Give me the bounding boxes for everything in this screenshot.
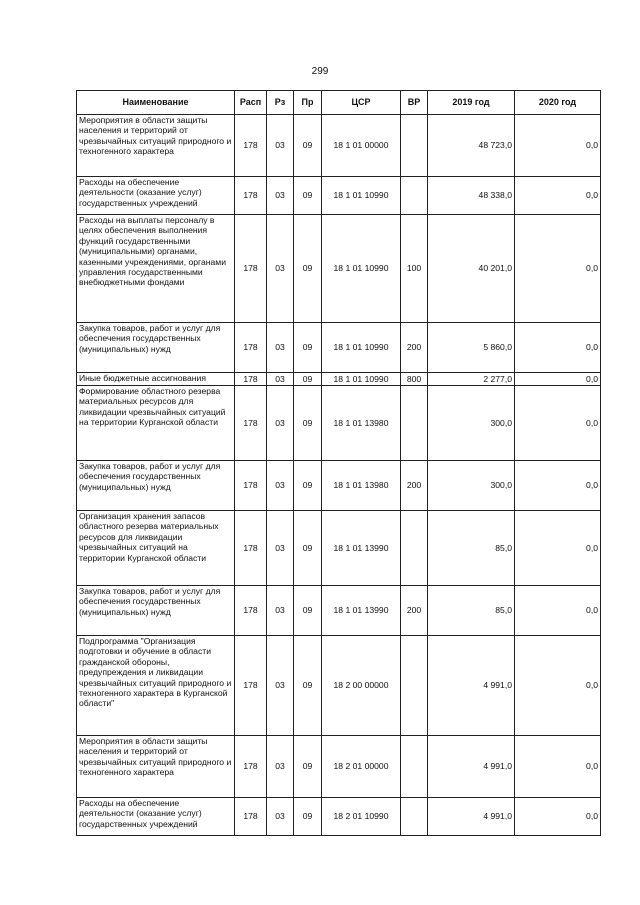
table-row	[77, 586, 601, 636]
row-2019: 48 723,0	[428, 115, 515, 177]
column-header-rz: Рз	[267, 91, 294, 115]
row-2020: 0,0	[515, 215, 601, 323]
row-csr: 18 2 00 00000	[322, 636, 401, 736]
row-pr: 09	[294, 586, 322, 636]
row-2020: 0,0	[515, 798, 601, 836]
table-row	[77, 461, 601, 511]
row-rz: 03	[267, 373, 294, 386]
row-vr	[401, 177, 428, 215]
row-rz: 03	[267, 386, 294, 461]
row-csr: 18 1 01 13990	[322, 586, 401, 636]
row-rz: 03	[267, 177, 294, 215]
row-2020: 0,0	[515, 636, 601, 736]
row-2020: 0,0	[515, 586, 601, 636]
row-name: Иные бюджетные ассигнования	[77, 373, 235, 386]
row-csr: 18 1 01 13980	[322, 461, 401, 511]
table-row	[77, 323, 601, 373]
row-vr: 200	[401, 586, 428, 636]
column-header-csr: ЦСР	[322, 91, 401, 115]
row-pr: 09	[294, 177, 322, 215]
row-2020: 0,0	[515, 736, 601, 798]
row-vr: 200	[401, 323, 428, 373]
page-number: 299	[311, 66, 329, 77]
row-pr: 09	[294, 736, 322, 798]
row-2019: 4 991,0	[428, 636, 515, 736]
row-vr	[401, 511, 428, 586]
row-csr: 18 1 01 10990	[322, 323, 401, 373]
row-rasp: 178	[235, 461, 267, 511]
table-row	[77, 215, 601, 323]
row-rasp: 178	[235, 736, 267, 798]
column-header-vr: ВР	[401, 91, 428, 115]
row-name: Формирование областного резерва материальных ресурсов для ликвидации чрезвычайных ситуаций на территории Курганской области	[77, 386, 235, 461]
table-row	[77, 115, 601, 177]
row-vr	[401, 636, 428, 736]
row-name: Расходы на обеспечение деятельности (оказание услуг) государственных учреждений	[77, 177, 235, 215]
row-rz: 03	[267, 511, 294, 586]
row-2019: 5 860,0	[428, 323, 515, 373]
row-rasp: 178	[235, 386, 267, 461]
row-rasp: 178	[235, 115, 267, 177]
row-pr: 09	[294, 511, 322, 586]
row-rasp: 178	[235, 373, 267, 386]
row-rz: 03	[267, 586, 294, 636]
column-header-pr: Пр	[294, 91, 322, 115]
row-rz: 03	[267, 798, 294, 836]
table-row	[77, 177, 601, 215]
budget-table	[76, 90, 601, 836]
table-row	[77, 736, 601, 798]
column-header-rasp: Расп	[235, 91, 267, 115]
row-csr: 18 1 01 10990	[322, 177, 401, 215]
row-2019: 85,0	[428, 586, 515, 636]
row-vr	[401, 386, 428, 461]
row-csr: 18 1 01 10990	[322, 215, 401, 323]
row-vr	[401, 798, 428, 836]
row-2020: 0,0	[515, 323, 601, 373]
table-row	[77, 373, 601, 386]
row-pr: 09	[294, 323, 322, 373]
row-name: Закупка товаров, работ и услуг для обеспечения государственных (муниципальных) нужд	[77, 323, 235, 373]
row-name: Расходы на выплаты персоналу в целях обеспечения выполнения функций государственными (муниципальными) органами, казенными учреждениями, органами управления государственными внебюджетными фондами	[77, 215, 235, 323]
row-2020: 0,0	[515, 373, 601, 386]
row-pr: 09	[294, 215, 322, 323]
row-rasp: 178	[235, 215, 267, 323]
row-rz: 03	[267, 215, 294, 323]
row-rasp: 178	[235, 798, 267, 836]
row-csr: 18 2 01 00000	[322, 736, 401, 798]
column-header-2020: 2020 год	[515, 91, 601, 115]
row-rasp: 178	[235, 586, 267, 636]
row-csr: 18 1 01 13980	[322, 386, 401, 461]
row-name: Закупка товаров, работ и услуг для обеспечения государственных (муниципальных) нужд	[77, 461, 235, 511]
row-2020: 0,0	[515, 461, 601, 511]
row-2019: 4 991,0	[428, 736, 515, 798]
row-pr: 09	[294, 798, 322, 836]
row-name: Мероприятия в области защиты населения и территорий от чрезвычайных ситуаций природного и техногенного характера	[77, 736, 235, 798]
row-name: Мероприятия в области защиты населения и территорий от чрезвычайных ситуаций природного и техногенного характера	[77, 115, 235, 177]
row-rasp: 178	[235, 511, 267, 586]
row-rz: 03	[267, 461, 294, 511]
row-rz: 03	[267, 323, 294, 373]
column-header-name: Наименование	[77, 91, 235, 115]
row-name: Организация хранения запасов областного резерва материальных ресурсов для ликвидации чрезвычайных ситуаций на территории Курганской области	[77, 511, 235, 586]
row-2020: 0,0	[515, 386, 601, 461]
row-pr: 09	[294, 115, 322, 177]
row-vr: 100	[401, 215, 428, 323]
row-vr: 200	[401, 461, 428, 511]
table-header	[77, 91, 601, 115]
row-2020: 0,0	[515, 177, 601, 215]
row-2019: 40 201,0	[428, 215, 515, 323]
row-rasp: 178	[235, 177, 267, 215]
row-2019: 4 991,0	[428, 798, 515, 836]
row-csr: 18 1 01 13990	[322, 511, 401, 586]
row-name: Расходы на обеспечение деятельности (оказание услуг) государственных учреждений	[77, 798, 235, 836]
row-name: Подпрограмма "Организация подготовки и обучение в области гражданской обороны, предупреждения и ликвидации чрезвычайных ситуаций природного и техногенного характера в Курганской области"	[77, 636, 235, 736]
table-row	[77, 511, 601, 586]
row-pr: 09	[294, 386, 322, 461]
row-vr: 800	[401, 373, 428, 386]
row-pr: 09	[294, 373, 322, 386]
row-rz: 03	[267, 636, 294, 736]
row-rz: 03	[267, 736, 294, 798]
row-csr: 18 2 01 10990	[322, 798, 401, 836]
row-2019: 48 338,0	[428, 177, 515, 215]
row-2019: 2 277,0	[428, 373, 515, 386]
row-rasp: 178	[235, 636, 267, 736]
row-pr: 09	[294, 636, 322, 736]
row-csr: 18 1 01 00000	[322, 115, 401, 177]
table-row	[77, 798, 601, 836]
table-row	[77, 386, 601, 461]
row-rasp: 178	[235, 323, 267, 373]
row-2020: 0,0	[515, 511, 601, 586]
table-body	[77, 115, 601, 836]
row-name: Закупка товаров, работ и услуг для обеспечения государственных (муниципальных) нужд	[77, 586, 235, 636]
table-row	[77, 636, 601, 736]
column-header-2019: 2019 год	[428, 91, 515, 115]
row-rz: 03	[267, 115, 294, 177]
row-2019: 85,0	[428, 511, 515, 586]
row-vr	[401, 115, 428, 177]
row-2019: 300,0	[428, 461, 515, 511]
row-2019: 300,0	[428, 386, 515, 461]
row-pr: 09	[294, 461, 322, 511]
row-vr	[401, 736, 428, 798]
row-2020: 0,0	[515, 115, 601, 177]
row-csr: 18 1 01 10990	[322, 373, 401, 386]
